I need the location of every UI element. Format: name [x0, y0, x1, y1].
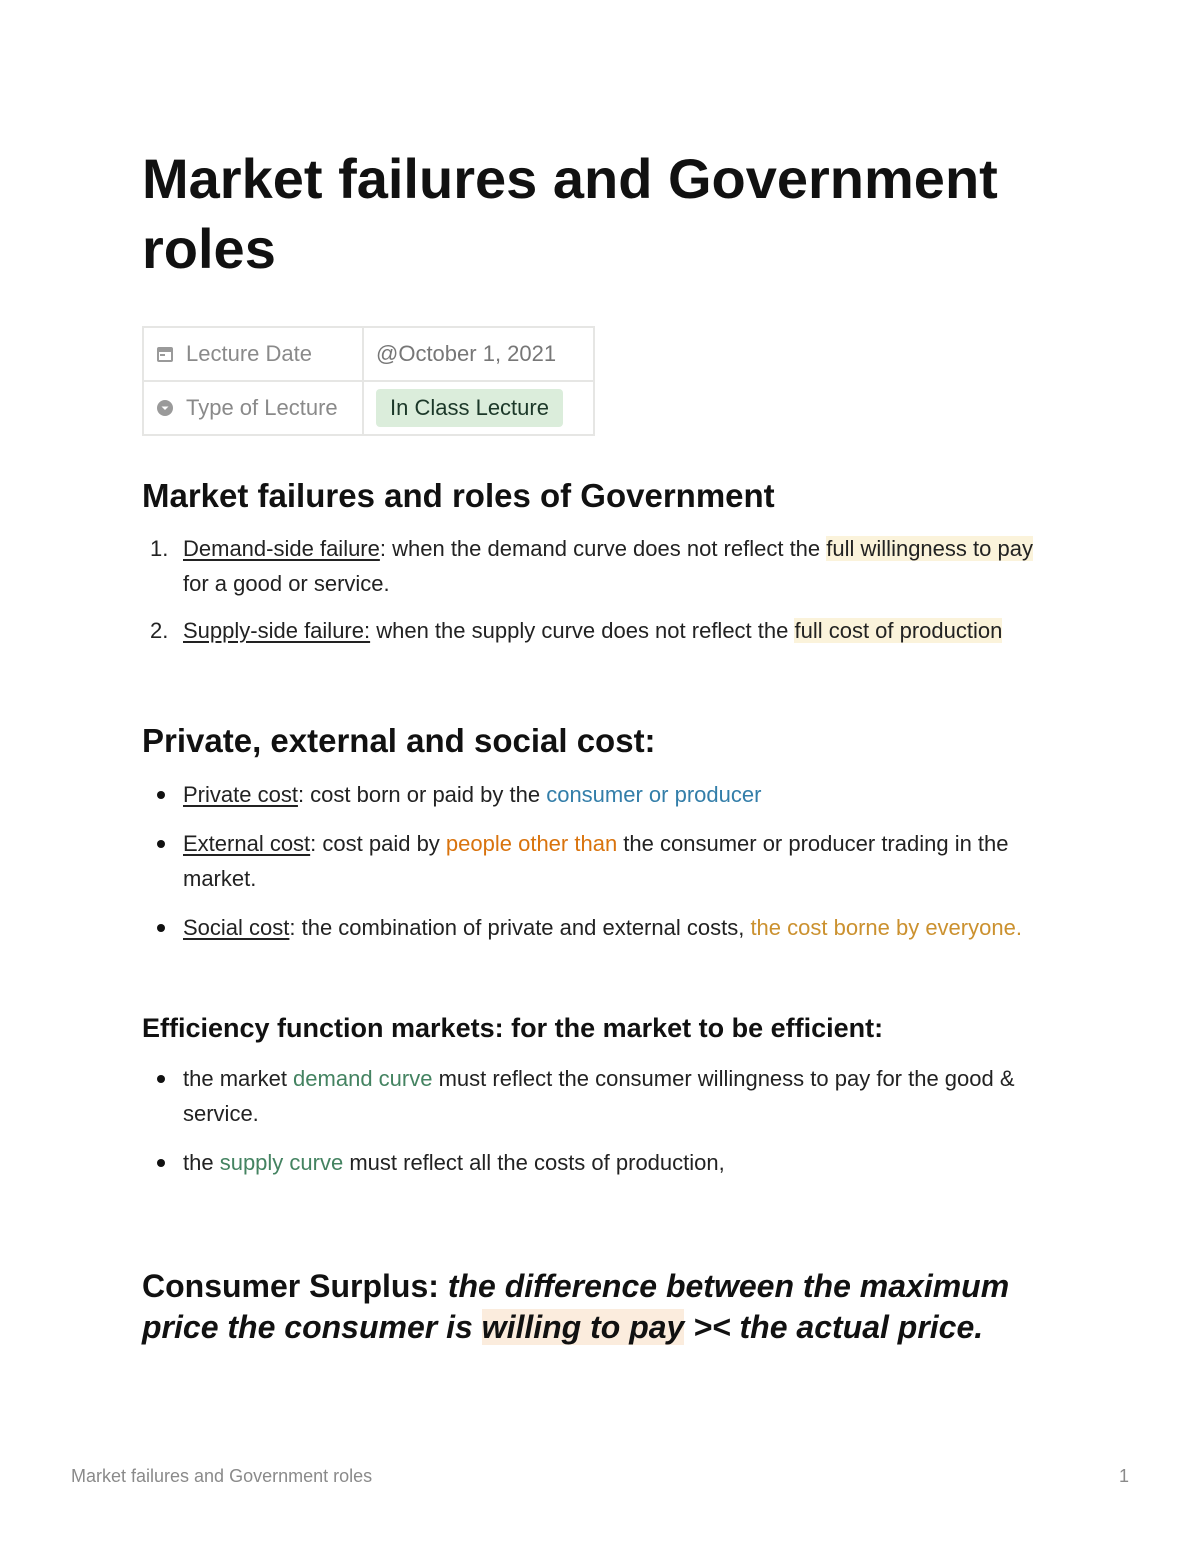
consumer-surplus-heading — [142, 1266, 1062, 1348]
term: Supply-side failure: — [183, 618, 371, 643]
body-text: must reflect the consumer willingness to pay for the good & service. — [183, 1066, 1015, 1126]
numbered-list — [142, 531, 1062, 648]
body-text: the consumer or producer trading in the market. — [183, 831, 1009, 891]
body-text: must reflect all the costs of production, — [343, 1150, 725, 1175]
term: Private cost — [183, 782, 298, 807]
select-icon — [156, 399, 174, 417]
section-heading: Private, external and social cost: — [142, 722, 656, 759]
body-text: : cost paid by — [310, 831, 446, 856]
list-item — [142, 531, 1062, 601]
list-item — [142, 826, 1062, 896]
list-number: 2. — [150, 618, 169, 643]
properties-table — [142, 326, 595, 436]
bullet-list — [142, 777, 1062, 945]
bullet — [157, 1159, 165, 1167]
property-row — [143, 381, 594, 435]
cs-definition: the difference between the maximum price the consumer is — [142, 1268, 1010, 1345]
bullet-list — [142, 1061, 1062, 1180]
colored-text: supply curve — [219, 1150, 344, 1175]
bullet — [157, 1075, 165, 1083]
property-key-label: Lecture Date — [186, 341, 312, 366]
body-text: when the demand curve does not reflect the — [386, 536, 827, 561]
body-text: the — [183, 1150, 220, 1175]
lecture-date-value[interactable]: @October 1, 2021 — [363, 327, 594, 381]
cs-highlight: willing to pay — [481, 1309, 685, 1345]
lecture-type-tag: In Class Lecture — [376, 389, 563, 427]
colored-text: demand curve — [293, 1066, 433, 1091]
colored-text: the cost borne by everyone. — [750, 915, 1022, 940]
section-heading: Market failures and roles of Government — [142, 477, 775, 514]
list-item — [142, 1145, 1062, 1180]
section-heading: Efficiency function markets: for the market to be efficient: — [142, 1013, 884, 1043]
term: Social cost — [183, 915, 290, 940]
term: Demand-side failure — [183, 536, 380, 561]
body-text: when the supply curve does not reflect the — [370, 618, 795, 643]
property-key-label: Type of Lecture — [186, 395, 338, 420]
list-item — [142, 777, 1062, 812]
highlight: full cost of production — [794, 618, 1003, 643]
bullet — [157, 924, 165, 932]
footer-title: Market failures and Government roles — [71, 1466, 373, 1486]
property-row — [143, 327, 594, 381]
list-item — [142, 613, 1062, 648]
body-text: the market — [183, 1066, 294, 1091]
body-text: : the combination of private and external costs, — [289, 915, 751, 940]
highlight: full willingness to pay — [826, 536, 1033, 561]
term: External cost — [183, 831, 311, 856]
colored-text: people other than — [445, 831, 618, 856]
body-text: : cost born or paid by the — [297, 782, 547, 807]
bullet — [157, 791, 165, 799]
list-item — [142, 1061, 1062, 1131]
property-key — [143, 327, 363, 381]
colored-text: consumer or producer — [546, 782, 762, 807]
calendar-icon — [156, 345, 174, 363]
separator: : — [379, 536, 386, 561]
page-title: Market failures and Government roles — [142, 147, 998, 280]
body-text: for a good or service. — [183, 571, 390, 596]
cs-label: Consumer Surplus: — [142, 1268, 439, 1304]
property-key — [143, 381, 363, 435]
lecture-type-value[interactable] — [363, 381, 594, 435]
list-number: 1. — [150, 536, 169, 561]
list-item — [142, 910, 1062, 945]
page-number: 1 — [1118, 1466, 1129, 1486]
bullet — [157, 840, 165, 848]
cs-definition: >< the actual price. — [693, 1309, 984, 1345]
